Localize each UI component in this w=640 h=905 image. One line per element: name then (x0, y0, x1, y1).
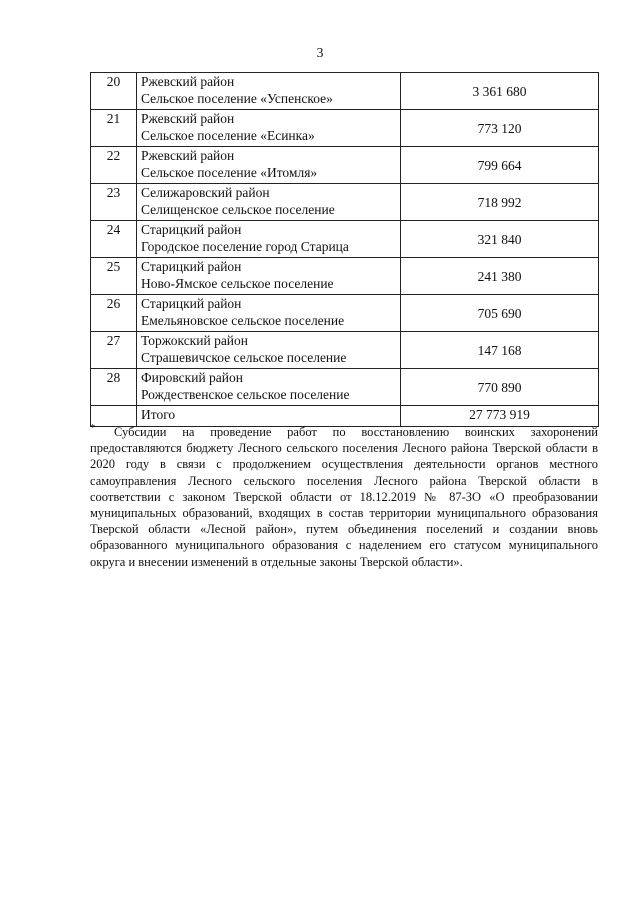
row-number: 28 (91, 369, 137, 406)
subsidy-table-container (90, 72, 598, 427)
row-number: 27 (91, 332, 137, 369)
settlement-name: Рождественское сельское поселение (141, 387, 350, 402)
row-name-cell (137, 295, 401, 332)
table-row (91, 184, 599, 221)
row-name-cell (137, 221, 401, 258)
row-name-cell (137, 110, 401, 147)
footnote (90, 424, 598, 570)
row-number: 20 (91, 73, 137, 110)
district-name: Ржевский район (141, 74, 235, 89)
settlement-name: Сельское поселение «Успенское» (141, 91, 333, 106)
district-name: Ржевский район (141, 111, 235, 126)
footnote-text: Субсидии на проведение работ по восстановлению воинских захоронений предоставляются бюджету Лесного сельского поселения Лесного района Тверской области в 2020 году в связи с продолжением осуществления деятельности органов местного самоуправления Лесного сельского поселения Лесного района Тверской области в соответствии с законом Тверской области от 18.12.2019 № 87-ЗО «О преобразовании муниципальных образований, входящих в состав территории муниципального образования Тверской области «Лесной район», путем объединения поселений и создании вновь образованного муниципального образования с наделением его статусом муниципального округа и внесении изменений в отдельные законы Тверской области». (90, 425, 598, 569)
subsidy-table (90, 72, 599, 427)
table-row (91, 147, 599, 184)
row-amount: 241 380 (401, 258, 599, 295)
settlement-name: Городское поселение город Старица (141, 239, 349, 254)
row-name-cell (137, 184, 401, 221)
district-name: Фировский район (141, 370, 244, 385)
row-amount: 705 690 (401, 295, 599, 332)
row-amount: 773 120 (401, 110, 599, 147)
row-number: 22 (91, 147, 137, 184)
page-number: 3 (316, 46, 324, 61)
table-row (91, 295, 599, 332)
row-amount: 321 840 (401, 221, 599, 258)
settlement-name: Селищенское сельское поселение (141, 202, 335, 217)
table-row (91, 73, 599, 110)
footnote-mark: * (90, 422, 96, 434)
row-number: 24 (91, 221, 137, 258)
settlement-name: Сельское поселение «Итомля» (141, 165, 318, 180)
row-name-cell (137, 332, 401, 369)
district-name: Торжокский район (141, 333, 249, 348)
settlement-name: Ново-Ямское сельское поселение (141, 276, 334, 291)
table-row (91, 332, 599, 369)
row-number: 25 (91, 258, 137, 295)
row-amount: 3 361 680 (401, 73, 599, 110)
table-row (91, 221, 599, 258)
settlement-name: Сельское поселение «Есинка» (141, 128, 315, 143)
table-row (91, 258, 599, 295)
row-amount: 718 992 (401, 184, 599, 221)
district-name: Ржевский район (141, 148, 235, 163)
table-row (91, 369, 599, 406)
row-name-cell (137, 369, 401, 406)
settlement-name: Емельяновское сельское поселение (141, 313, 345, 328)
table-row (91, 110, 599, 147)
district-name: Старицкий район (141, 222, 242, 237)
settlement-name: Страшевичское сельское поселение (141, 350, 347, 365)
row-name-cell (137, 258, 401, 295)
row-amount: 147 168 (401, 332, 599, 369)
total-label: Итого (137, 406, 401, 427)
row-number: 23 (91, 184, 137, 221)
district-name: Селижаровский район (141, 185, 270, 200)
row-name-cell (137, 73, 401, 110)
district-name: Старицкий район (141, 259, 242, 274)
row-amount: 799 664 (401, 147, 599, 184)
row-amount: 770 890 (401, 369, 599, 406)
row-number: 21 (91, 110, 137, 147)
row-number: 26 (91, 295, 137, 332)
district-name: Старицкий район (141, 296, 242, 311)
total-amount: 27 773 919 (401, 406, 599, 427)
row-name-cell (137, 147, 401, 184)
